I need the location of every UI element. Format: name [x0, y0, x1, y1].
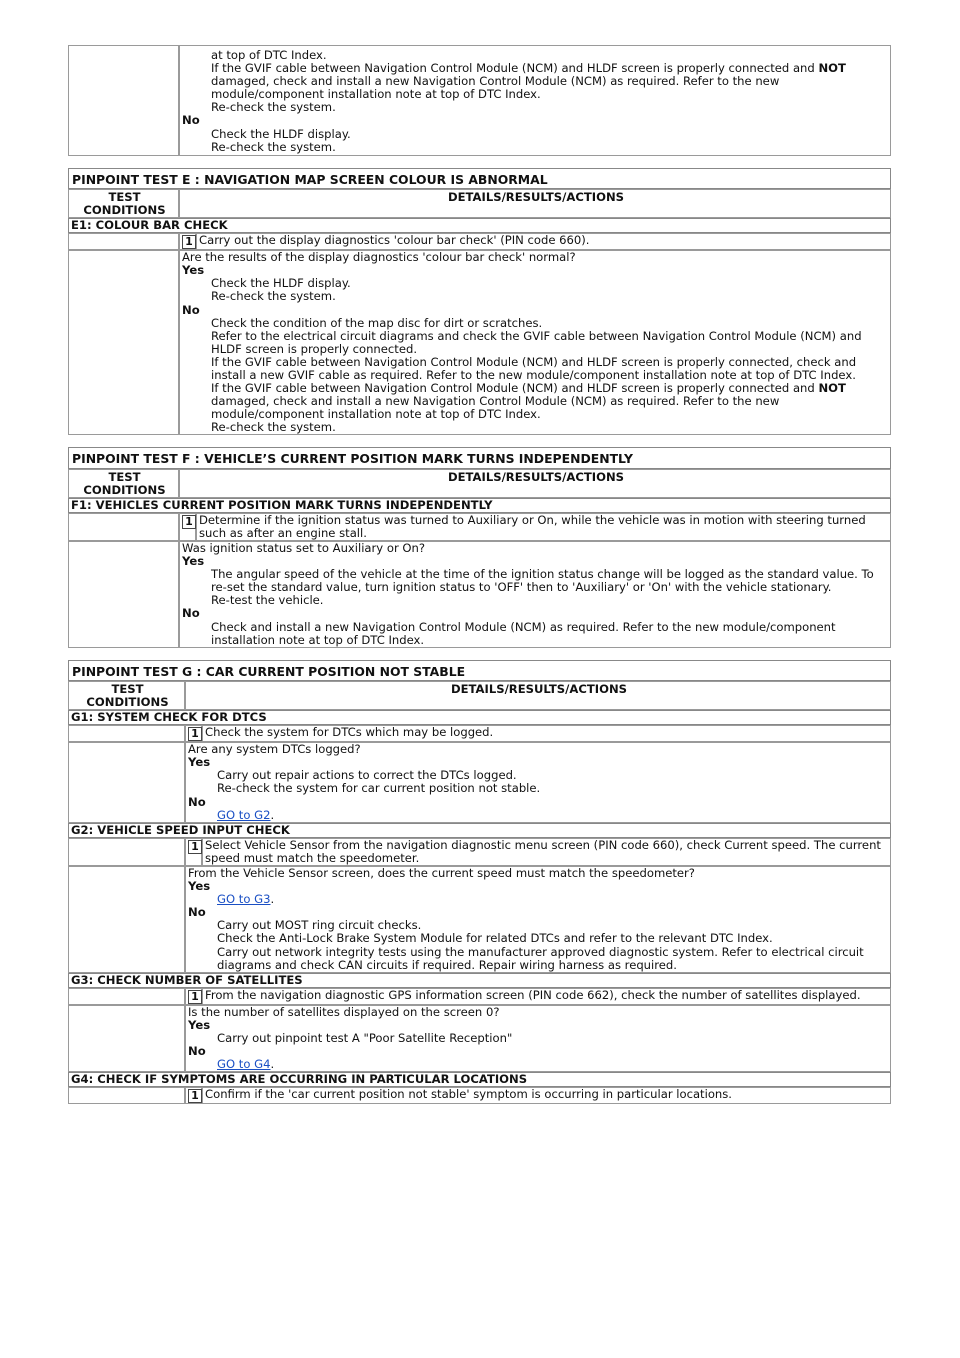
yes-label: Yes	[188, 755, 211, 770]
test-title: PINPOINT TEST F : VEHICLE’S CURRENT POSITION MARK TURNS INDEPENDENTLY	[68, 447, 891, 468]
question: From the Vehicle Sensor screen, does the current speed must match the speedometer?	[188, 865, 695, 880]
no-line: If the GVIF cable between Navigation Control Module (NCM) and HLDF screen is properly connected, check and install a new GVIF cable as required. Refer to the new module/component installation note at top of DTC Index.	[211, 354, 857, 382]
step-action: Confirm if the 'car current position not stable' symptom is occurring in particular locations.	[202, 1087, 891, 1104]
no-label: No	[182, 113, 200, 128]
no-label: No	[182, 302, 200, 317]
question: Are any system DTCs logged?	[188, 742, 361, 757]
yes-line: The angular speed of the vehicle at the time of the ignition status change will be logged as the standard value. To re-set the standard value, turn ignition status to 'OFF' then to 'Auxiliary' or 'On' with the vehicle stationary.	[211, 567, 874, 595]
col-test-conditions: TEST CONDITIONS	[68, 469, 179, 498]
no-line: Re-check the system.	[211, 420, 336, 435]
step-heading: F1: VEHICLES CURRENT POSITION MARK TURNS INDEPENDENTLY	[68, 498, 891, 513]
col-details: DETAILS/RESULTS/ACTIONS	[185, 681, 891, 710]
go-to-g2-link[interactable]: GO to G2	[217, 807, 271, 822]
step-action: Determine if the ignition status was turned to Auxiliary or On, while the vehicle was in motion with steering turned such as after an engine stall.	[196, 513, 891, 541]
step-number-badge: 1	[182, 515, 196, 529]
question: Is the number of satellites displayed on the screen 0?	[188, 1004, 500, 1019]
no-label: No	[182, 606, 200, 621]
top-fragment-table	[68, 45, 891, 156]
no-label: No	[188, 1044, 206, 1059]
step-action: Select Vehicle Sensor from the navigation diagnostic menu screen (PIN code 660), check Current speed. The current speed must match the speedometer.	[202, 838, 891, 866]
yes-label: Yes	[188, 1017, 211, 1032]
question: Was ignition status set to Auxiliary or On?	[182, 541, 426, 555]
yes-line: Re-check the system for car current position not stable.	[217, 781, 541, 796]
no-line: Check the condition of the map disc for dirt or scratches.	[211, 315, 543, 330]
no-line: Check and install a new Navigation Control Module (NCM) as required. Refer to the new module/component installation note at top of DTC Index.	[211, 619, 836, 647]
go-to-g4-link[interactable]: GO to G4	[217, 1057, 271, 1072]
step-number-badge: 1	[188, 840, 202, 854]
step-heading: G1: SYSTEM CHECK FOR DTCS	[68, 710, 891, 725]
no-line: Re-check the system.	[211, 139, 336, 154]
test-title: PINPOINT TEST E : NAVIGATION MAP SCREEN COLOUR IS ABNORMAL	[68, 168, 891, 189]
yes-label: Yes	[188, 879, 211, 894]
yes-line: Re-check the system.	[211, 289, 336, 304]
no-line: Check the Anti-Lock Brake System Module for related DTCs and refer to the relevant DTC Index.	[217, 931, 773, 946]
step-heading: G3: CHECK NUMBER OF SATELLITES	[68, 973, 891, 988]
step-action: From the navigation diagnostic GPS information screen (PIN code 662), check the number of satellites displayed.	[202, 988, 891, 1005]
test-title: PINPOINT TEST G : CAR CURRENT POSITION NOT STABLE	[68, 660, 891, 681]
step-action: Check the system for DTCs which may be logged.	[202, 725, 891, 742]
pinpoint-test-f	[68, 447, 891, 647]
fragment-line: If the GVIF cable between Navigation Control Module (NCM) and HLDF screen is properly connected and NOT damaged, check and install a new Navigation Control Module (NCM) as required. Refer to the new module/component installation note at top of DTC Index.	[211, 61, 846, 102]
yes-label: Yes	[182, 263, 205, 278]
step-number-badge: 1	[188, 990, 202, 1004]
col-details: DETAILS/RESULTS/ACTIONS	[179, 469, 891, 498]
step-heading: G4: CHECK IF SYMPTOMS ARE OCCURRING IN PARTICULAR LOCATIONS	[68, 1072, 891, 1087]
step-heading: G2: VEHICLE SPEED INPUT CHECK	[68, 823, 891, 838]
no-line: Refer to the electrical circuit diagrams and check the GVIF cable between Navigation Control Module (NCM) and HLDF screen is properly connected.	[211, 328, 862, 356]
step-number-badge: 1	[182, 235, 196, 249]
yes-line: Check the HLDF display.	[211, 276, 351, 291]
no-label: No	[188, 905, 206, 920]
col-test-conditions: TEST CONDITIONS	[68, 189, 179, 218]
col-details: DETAILS/RESULTS/ACTIONS	[179, 189, 891, 218]
no-label: No	[188, 794, 206, 809]
no-line: Carry out network integrity tests using the manufacturer approved diagnostic system. Refer to electrical circuit diagrams and check CAN circuits if required. Repair wiring harness as required.	[217, 944, 864, 972]
step-number-badge: 1	[188, 1089, 202, 1103]
fragment-line: at top of DTC Index.	[211, 48, 327, 62]
step-heading: E1: COLOUR BAR CHECK	[68, 218, 891, 233]
yes-line: Carry out pinpoint test A "Poor Satellite Reception"	[217, 1031, 513, 1045]
yes-line: Carry out repair actions to correct the DTCs logged.	[217, 768, 517, 783]
fragment-line: Re-check the system.	[211, 100, 336, 115]
pinpoint-test-e	[68, 168, 891, 436]
question: Are the results of the display diagnostics 'colour bar check' normal?	[182, 250, 576, 265]
no-line: Check the HLDF display.	[211, 126, 351, 141]
yes-label: Yes	[182, 554, 205, 569]
step-action: Carry out the display diagnostics 'colour bar check' (PIN code 660).	[196, 233, 891, 250]
col-test-conditions: TEST CONDITIONS	[68, 681, 185, 710]
no-line: If the GVIF cable between Navigation Control Module (NCM) and HLDF screen is properly connected and NOT damaged, check and install a new Navigation Control Module (NCM) as required. Refer to the new module/component installation note at top of DTC Index.	[211, 381, 846, 422]
step-number-badge: 1	[188, 727, 202, 741]
no-line: Carry out MOST ring circuit checks.	[217, 918, 422, 933]
go-to-g3-link[interactable]: GO to G3	[217, 892, 271, 907]
yes-line: Re-test the vehicle.	[211, 593, 324, 608]
pinpoint-test-g: PINPOINT TEST G : CAR CURRENT POSITION NOT STABLE TEST CONDITIONS DETAILS/RESULTS/ACTIONS G1: SYSTEM CHECK FOR DTCS 1 Check the system for DTCs which may be logged. Are any system DTCs logged? Yes Carry out repair actions to correct the DTCs logged. Re-check the system for car current position not stable. No GO to G2. G2: VEHICLE SPEED INPUT CHECK 1 Select Vehicle Sensor from the navigation diagnostic menu screen (PIN code 660), check Current speed. The current speed must match the speedometer. From the Vehicle Sensor screen, does the current speed must match the speedometer? Yes GO to G3. No Carry out MOST ring circuit checks. Check the Anti-Lock Brake System Module for related DTCs and refer to the relevant DTC Index. Carry out network integrity tests using the manufacturer approved diagnostic system. Refer to electrical circuit diagrams and check CAN circuits if required. Repair wiring harness as required. G3: CHECK NUMBER OF SATELLITES 1 From the navigation diagnostic GPS information screen (PIN code 662), check the number of satellites displayed. Is the number of satellites displayed on the screen 0? Yes Carry out pinpoint test A "Poor Satellite Reception" No GO to G4. G4: CHECK IF SYMPTOMS ARE OCCURRING IN PARTICULAR LOCATIONS 1 Confirm if the 'car current position not stable' symptom is occurring in particular locations.	[68, 660, 891, 1105]
